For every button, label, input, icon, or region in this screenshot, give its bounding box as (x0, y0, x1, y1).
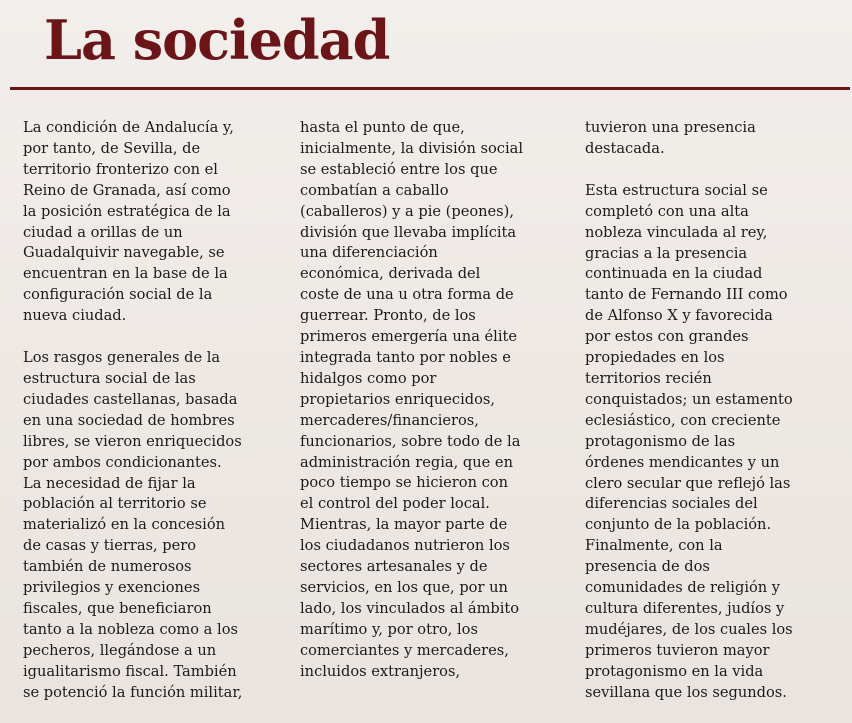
text-line: tanto de Fernando III como (585, 286, 788, 304)
text-line: también de numerosos (23, 558, 192, 576)
text-line: Finalmente, con la (585, 537, 723, 555)
text-line: mercaderes/financieros, (300, 411, 479, 429)
text-line: integrada tanto por nobles e (300, 348, 511, 366)
text-line: en una sociedad de hombres (23, 411, 235, 429)
text-line: configuración social de la (23, 286, 213, 304)
text-line: continuada en la ciudad (585, 265, 763, 283)
text-line: mudéjares, de los cuales los (585, 620, 793, 638)
text-line: se estableció entre los que (300, 160, 498, 178)
text-line: clero secular que reflejó las (585, 474, 791, 492)
text-line: propiedades en los (585, 349, 725, 367)
text-line: división que llevaba implícita (300, 223, 517, 241)
text-line: nueva ciudad. (23, 307, 127, 325)
text-line: eclesiástico, con creciente (585, 411, 781, 429)
text-line: estructura social de las (23, 369, 196, 387)
text-line: fiscales, que beneficiaron (23, 599, 212, 617)
text-line: inicialmente, la división social (300, 139, 523, 157)
text-line: territorio fronterizo con el (23, 160, 218, 178)
text-column-1 (23, 118, 285, 703)
title-divider (10, 87, 850, 90)
text-line: lado, los vinculados al ámbito (300, 599, 520, 617)
text-line: marítimo y, por otro, los (300, 620, 478, 638)
text-line: diferencias sociales del (585, 495, 758, 513)
page-title: La sociedad (44, 8, 390, 72)
text-line: tuvieron una presencia (585, 119, 756, 136)
text-line: La condición de Andalucía y, (23, 119, 234, 136)
text-line: económica, derivada del (300, 265, 481, 283)
text-line: conjunto de la población. (585, 516, 772, 534)
text-line: primeros tuvieron mayor (585, 641, 770, 659)
text-line: por ambos condicionantes. (23, 453, 222, 471)
text-line: sevillana que los segundos. (585, 683, 787, 701)
text-line: encuentran en la base de la (23, 265, 228, 283)
text-line: por estos con grandes (585, 328, 749, 346)
text-line: servicios, en los que, por un (300, 578, 508, 596)
text-line: conquistados; un estamento (585, 390, 793, 408)
paragraph (585, 181, 847, 704)
text-line: hidalgos como por (300, 369, 437, 387)
text-line: la posición estratégica de la (23, 202, 231, 220)
text-line: ciudades castellanas, basada (23, 390, 238, 408)
text-line: de Alfonso X y favorecida (585, 307, 773, 325)
text-line: protagonismo en la vida (585, 662, 764, 680)
text-line: hasta el punto de que, (300, 119, 465, 136)
text-line: (caballeros) y a pie (peones), (300, 202, 514, 220)
text-line: comerciantes y mercaderes, (300, 641, 509, 659)
text-line: completó con una alta (585, 202, 749, 220)
text-line: comunidades de religión y (585, 579, 781, 597)
text-line: primeros emergería una élite (300, 328, 518, 346)
text-line: de casas y tierras, pero (23, 537, 197, 555)
text-line: propietarios enriquecidos, (300, 390, 496, 408)
paragraph (23, 348, 285, 703)
text-line: Esta estructura social se (585, 181, 768, 199)
text-line: destacada. (585, 139, 665, 157)
text-line: combatían a caballo (300, 181, 449, 199)
text-line: por tanto, de Sevilla, de (23, 139, 201, 157)
text-line: Reino de Granada, así como (23, 181, 231, 199)
text-line: La necesidad de fijar la (23, 474, 196, 492)
text-line: poco tiempo se hicieron con (300, 474, 508, 492)
text-line: una diferenciación (300, 244, 438, 262)
text-column-2 (300, 118, 562, 682)
text-line: sectores artesanales y de (300, 558, 488, 576)
text-line: incluidos extranjeros, (300, 662, 461, 680)
text-line: funcionarios, sobre todo de la (300, 432, 521, 450)
text-line: se potenció la función militar, (23, 683, 243, 701)
text-line: privilegios y exenciones (23, 579, 201, 597)
text-line: tanto a la nobleza como a los (23, 620, 238, 638)
text-line: presencia de dos (585, 558, 710, 576)
text-line: libres, se vieron enriquecidos (23, 432, 242, 450)
text-line: los ciudadanos nutrieron los (300, 537, 510, 555)
paragraph (300, 118, 562, 682)
text-line: el control del poder local. (300, 495, 490, 513)
paragraph (23, 118, 285, 327)
text-line: territorios recién (585, 369, 712, 387)
text-line: administración regia, que en (300, 453, 513, 471)
text-line: órdenes mendicantes y un (585, 453, 780, 471)
text-line: pecheros, llegándose a un (23, 641, 217, 659)
text-line: igualitarismo fiscal. También (23, 662, 237, 680)
paragraph (585, 118, 847, 160)
text-line: coste de una u otra forma de (300, 286, 514, 304)
text-column-3 (585, 118, 847, 703)
text-line: Guadalquivir navegable, se (23, 244, 225, 262)
text-line: cultura diferentes, judíos y (585, 599, 785, 617)
text-line: ciudad a orillas de un (23, 223, 183, 241)
text-line: protagonismo de las (585, 432, 736, 450)
text-line: Mientras, la mayor parte de (300, 516, 508, 534)
text-line: Los rasgos generales de la (23, 349, 221, 367)
text-line: nobleza vinculada al rey, (585, 223, 768, 241)
text-line: población al territorio se (23, 495, 207, 513)
text-line: gracias a la presencia (585, 244, 748, 262)
text-line: guerrear. Pronto, de los (300, 307, 476, 325)
text-line: materializó en la concesión (23, 516, 226, 534)
